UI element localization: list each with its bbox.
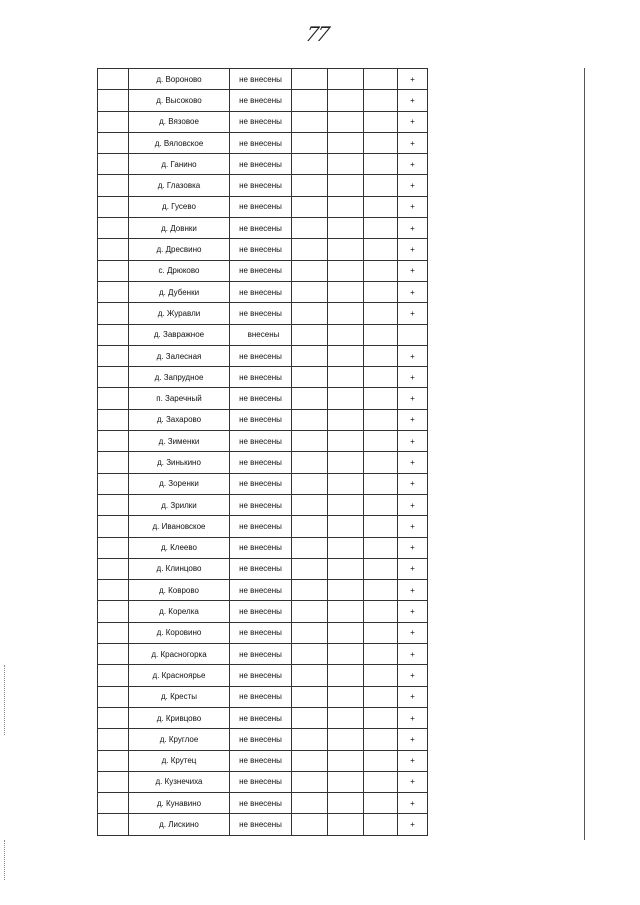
table-row bbox=[98, 707, 428, 728]
table-row bbox=[98, 409, 428, 430]
settlement-name-cell: д. Зинькино bbox=[129, 452, 230, 473]
table-row bbox=[98, 324, 428, 345]
empty-cell bbox=[292, 580, 328, 601]
row-index-cell bbox=[98, 431, 129, 452]
settlement-name-cell: д. Кресты bbox=[129, 686, 230, 707]
row-index-cell bbox=[98, 324, 129, 345]
table-row bbox=[98, 69, 428, 90]
empty-cell bbox=[328, 473, 364, 494]
row-index-cell bbox=[98, 90, 129, 111]
empty-cell bbox=[328, 132, 364, 153]
row-index-cell bbox=[98, 388, 129, 409]
table-row bbox=[98, 494, 428, 515]
status-cell: не внесены bbox=[230, 196, 292, 217]
empty-cell bbox=[328, 686, 364, 707]
table-row bbox=[98, 111, 428, 132]
row-index-cell bbox=[98, 409, 129, 430]
empty-cell bbox=[364, 388, 398, 409]
empty-cell bbox=[364, 452, 398, 473]
settlement-name-cell: д. Ганино bbox=[129, 154, 230, 175]
settlement-name-cell: д. Зименки bbox=[129, 431, 230, 452]
mark-cell: + bbox=[398, 516, 428, 537]
empty-cell bbox=[292, 622, 328, 643]
table-row bbox=[98, 196, 428, 217]
table-row bbox=[98, 665, 428, 686]
row-index-cell bbox=[98, 793, 129, 814]
status-cell: не внесены bbox=[230, 303, 292, 324]
empty-cell bbox=[292, 537, 328, 558]
empty-cell bbox=[364, 601, 398, 622]
row-index-cell bbox=[98, 601, 129, 622]
table-row bbox=[98, 750, 428, 771]
settlement-name-cell: д. Красногорка bbox=[129, 644, 230, 665]
table-row bbox=[98, 367, 428, 388]
row-index-cell bbox=[98, 281, 129, 302]
empty-cell bbox=[328, 665, 364, 686]
status-cell: не внесены bbox=[230, 473, 292, 494]
empty-cell bbox=[364, 324, 398, 345]
empty-cell bbox=[292, 473, 328, 494]
settlement-name-cell: д. Журавли bbox=[129, 303, 230, 324]
mark-cell: + bbox=[398, 388, 428, 409]
empty-cell bbox=[364, 154, 398, 175]
status-cell: не внесены bbox=[230, 707, 292, 728]
empty-cell bbox=[292, 218, 328, 239]
empty-cell bbox=[364, 558, 398, 579]
table-row bbox=[98, 814, 428, 835]
empty-cell bbox=[292, 516, 328, 537]
empty-cell bbox=[364, 303, 398, 324]
status-cell: не внесены bbox=[230, 686, 292, 707]
table-row bbox=[98, 260, 428, 281]
row-index-cell bbox=[98, 239, 129, 260]
settlement-name-cell: д. Коврово bbox=[129, 580, 230, 601]
row-index-cell bbox=[98, 729, 129, 750]
empty-cell bbox=[292, 367, 328, 388]
empty-cell bbox=[364, 494, 398, 515]
table-row bbox=[98, 473, 428, 494]
row-index-cell bbox=[98, 367, 129, 388]
settlement-name-cell: д. Зрилки bbox=[129, 494, 230, 515]
empty-cell bbox=[328, 281, 364, 302]
empty-cell bbox=[328, 239, 364, 260]
status-cell: не внесены bbox=[230, 622, 292, 643]
row-index-cell bbox=[98, 111, 129, 132]
table-row bbox=[98, 431, 428, 452]
table-row bbox=[98, 644, 428, 665]
table-row bbox=[98, 175, 428, 196]
right-border-line bbox=[584, 68, 585, 840]
status-cell: не внесены bbox=[230, 601, 292, 622]
status-cell: не внесены bbox=[230, 665, 292, 686]
settlement-name-cell: д. Захарово bbox=[129, 409, 230, 430]
table-row bbox=[98, 537, 428, 558]
settlement-name-cell: д. Довнки bbox=[129, 218, 230, 239]
empty-cell bbox=[292, 686, 328, 707]
mark-cell: + bbox=[398, 260, 428, 281]
empty-cell bbox=[328, 409, 364, 430]
empty-cell bbox=[292, 260, 328, 281]
empty-cell bbox=[328, 580, 364, 601]
status-cell: не внесены bbox=[230, 111, 292, 132]
settlement-name-cell: д. Ивановское bbox=[129, 516, 230, 537]
empty-cell bbox=[364, 793, 398, 814]
margin-scan-mark bbox=[4, 840, 6, 880]
empty-cell bbox=[292, 452, 328, 473]
mark-cell: + bbox=[398, 622, 428, 643]
empty-cell bbox=[292, 793, 328, 814]
settlement-name-cell: д. Дубенки bbox=[129, 281, 230, 302]
empty-cell bbox=[364, 580, 398, 601]
empty-cell bbox=[328, 750, 364, 771]
empty-cell bbox=[328, 324, 364, 345]
mark-cell: + bbox=[398, 494, 428, 515]
empty-cell bbox=[364, 814, 398, 835]
table-row bbox=[98, 516, 428, 537]
empty-cell bbox=[292, 750, 328, 771]
table-row bbox=[98, 132, 428, 153]
status-cell: не внесены bbox=[230, 388, 292, 409]
empty-cell bbox=[292, 729, 328, 750]
mark-cell: + bbox=[398, 345, 428, 366]
empty-cell bbox=[292, 69, 328, 90]
settlement-name-cell: д. Завражное bbox=[129, 324, 230, 345]
empty-cell bbox=[364, 473, 398, 494]
empty-cell bbox=[328, 793, 364, 814]
empty-cell bbox=[364, 686, 398, 707]
row-index-cell bbox=[98, 494, 129, 515]
row-index-cell bbox=[98, 473, 129, 494]
table-row bbox=[98, 622, 428, 643]
empty-cell bbox=[328, 260, 364, 281]
empty-cell bbox=[292, 644, 328, 665]
table-row bbox=[98, 218, 428, 239]
status-cell: не внесены bbox=[230, 580, 292, 601]
row-index-cell bbox=[98, 686, 129, 707]
empty-cell bbox=[328, 516, 364, 537]
settlement-name-cell: д. Запрудное bbox=[129, 367, 230, 388]
empty-cell bbox=[328, 537, 364, 558]
settlement-name-cell: д. Зоренки bbox=[129, 473, 230, 494]
status-cell: не внесены bbox=[230, 494, 292, 515]
mark-cell: + bbox=[398, 686, 428, 707]
row-index-cell bbox=[98, 154, 129, 175]
settlement-name-cell: д. Кривцово bbox=[129, 707, 230, 728]
row-index-cell bbox=[98, 665, 129, 686]
status-cell: не внесены bbox=[230, 218, 292, 239]
mark-cell: + bbox=[398, 814, 428, 835]
settlement-name-cell: д. Коровино bbox=[129, 622, 230, 643]
empty-cell bbox=[292, 558, 328, 579]
empty-cell bbox=[364, 175, 398, 196]
empty-cell bbox=[364, 90, 398, 111]
row-index-cell bbox=[98, 196, 129, 217]
empty-cell bbox=[292, 111, 328, 132]
empty-cell bbox=[364, 132, 398, 153]
empty-cell bbox=[328, 771, 364, 792]
status-cell: не внесены bbox=[230, 814, 292, 835]
mark-cell: + bbox=[398, 409, 428, 430]
empty-cell bbox=[292, 90, 328, 111]
settlement-name-cell: д. Глазовка bbox=[129, 175, 230, 196]
empty-cell bbox=[328, 154, 364, 175]
mark-cell: + bbox=[398, 729, 428, 750]
table-row bbox=[98, 558, 428, 579]
table-body bbox=[98, 69, 428, 836]
status-cell: не внесены bbox=[230, 516, 292, 537]
empty-cell bbox=[292, 345, 328, 366]
settlement-name-cell: д. Клинцово bbox=[129, 558, 230, 579]
empty-cell bbox=[364, 665, 398, 686]
row-index-cell bbox=[98, 260, 129, 281]
row-index-cell bbox=[98, 558, 129, 579]
mark-cell: + bbox=[398, 665, 428, 686]
table-row bbox=[98, 388, 428, 409]
empty-cell bbox=[292, 814, 328, 835]
settlement-name-cell: д. Крутец bbox=[129, 750, 230, 771]
table-row bbox=[98, 601, 428, 622]
empty-cell bbox=[328, 729, 364, 750]
empty-cell bbox=[328, 388, 364, 409]
empty-cell bbox=[328, 69, 364, 90]
empty-cell bbox=[328, 345, 364, 366]
settlement-name-cell: д. Залесная bbox=[129, 345, 230, 366]
table-row bbox=[98, 345, 428, 366]
row-index-cell bbox=[98, 452, 129, 473]
table-row bbox=[98, 90, 428, 111]
empty-cell bbox=[292, 707, 328, 728]
status-cell: не внесены bbox=[230, 90, 292, 111]
status-cell: не внесены bbox=[230, 175, 292, 196]
table-row bbox=[98, 239, 428, 260]
settlement-name-cell: д. Круглое bbox=[129, 729, 230, 750]
status-cell: не внесены bbox=[230, 239, 292, 260]
status-cell: не внесены bbox=[230, 537, 292, 558]
empty-cell bbox=[364, 367, 398, 388]
status-cell: не внесены bbox=[230, 260, 292, 281]
settlement-name-cell: д. Лискино bbox=[129, 814, 230, 835]
table-row bbox=[98, 452, 428, 473]
empty-cell bbox=[292, 175, 328, 196]
empty-cell bbox=[328, 303, 364, 324]
empty-cell bbox=[292, 494, 328, 515]
settlement-name-cell: д. Корелка bbox=[129, 601, 230, 622]
mark-cell: + bbox=[398, 771, 428, 792]
settlements-table bbox=[97, 68, 428, 836]
settlement-name-cell: п. Заречный bbox=[129, 388, 230, 409]
empty-cell bbox=[328, 601, 364, 622]
empty-cell bbox=[364, 111, 398, 132]
mark-cell: + bbox=[398, 473, 428, 494]
empty-cell bbox=[292, 771, 328, 792]
settlement-name-cell: д. Кузнечиха bbox=[129, 771, 230, 792]
settlement-name-cell: д. Красноярье bbox=[129, 665, 230, 686]
empty-cell bbox=[328, 367, 364, 388]
empty-cell bbox=[364, 409, 398, 430]
empty-cell bbox=[364, 644, 398, 665]
mark-cell: + bbox=[398, 601, 428, 622]
row-index-cell bbox=[98, 537, 129, 558]
empty-cell bbox=[292, 601, 328, 622]
mark-cell: + bbox=[398, 281, 428, 302]
row-index-cell bbox=[98, 750, 129, 771]
empty-cell bbox=[328, 707, 364, 728]
mark-cell: + bbox=[398, 452, 428, 473]
mark-cell: + bbox=[398, 196, 428, 217]
margin-scan-mark bbox=[4, 665, 6, 735]
status-cell: не внесены bbox=[230, 452, 292, 473]
mark-cell: + bbox=[398, 132, 428, 153]
empty-cell bbox=[292, 196, 328, 217]
mark-cell: + bbox=[398, 750, 428, 771]
settlement-name-cell: д. Дресвино bbox=[129, 239, 230, 260]
settlement-name-cell: д. Вязовое bbox=[129, 111, 230, 132]
empty-cell bbox=[328, 175, 364, 196]
row-index-cell bbox=[98, 771, 129, 792]
table-row bbox=[98, 281, 428, 302]
status-cell: не внесены bbox=[230, 69, 292, 90]
mark-cell: + bbox=[398, 793, 428, 814]
empty-cell bbox=[364, 260, 398, 281]
row-index-cell bbox=[98, 814, 129, 835]
table-row bbox=[98, 580, 428, 601]
empty-cell bbox=[364, 431, 398, 452]
page-number: 77 bbox=[303, 22, 331, 46]
status-cell: не внесены bbox=[230, 793, 292, 814]
empty-cell bbox=[328, 111, 364, 132]
table-row bbox=[98, 793, 428, 814]
table-row bbox=[98, 771, 428, 792]
row-index-cell bbox=[98, 707, 129, 728]
status-cell: не внесены bbox=[230, 771, 292, 792]
empty-cell bbox=[292, 409, 328, 430]
empty-cell bbox=[364, 537, 398, 558]
mark-cell: + bbox=[398, 367, 428, 388]
mark-cell: + bbox=[398, 644, 428, 665]
row-index-cell bbox=[98, 644, 129, 665]
row-index-cell bbox=[98, 69, 129, 90]
status-cell: не внесены bbox=[230, 367, 292, 388]
mark-cell bbox=[398, 324, 428, 345]
empty-cell bbox=[328, 90, 364, 111]
mark-cell: + bbox=[398, 239, 428, 260]
empty-cell bbox=[328, 431, 364, 452]
empty-cell bbox=[328, 644, 364, 665]
empty-cell bbox=[328, 622, 364, 643]
empty-cell bbox=[364, 516, 398, 537]
empty-cell bbox=[328, 452, 364, 473]
empty-cell bbox=[292, 324, 328, 345]
settlement-name-cell: д. Клеево bbox=[129, 537, 230, 558]
table-row bbox=[98, 154, 428, 175]
settlement-name-cell: д. Вяловское bbox=[129, 132, 230, 153]
empty-cell bbox=[292, 239, 328, 260]
empty-cell bbox=[292, 281, 328, 302]
status-cell: не внесены bbox=[230, 281, 292, 302]
empty-cell bbox=[364, 218, 398, 239]
table-row bbox=[98, 686, 428, 707]
settlement-name-cell: д. Гусево bbox=[129, 196, 230, 217]
mark-cell: + bbox=[398, 707, 428, 728]
row-index-cell bbox=[98, 218, 129, 239]
status-cell: не внесены bbox=[230, 154, 292, 175]
row-index-cell bbox=[98, 345, 129, 366]
empty-cell bbox=[328, 218, 364, 239]
mark-cell: + bbox=[398, 431, 428, 452]
status-cell: не внесены bbox=[230, 409, 292, 430]
empty-cell bbox=[328, 558, 364, 579]
mark-cell: + bbox=[398, 303, 428, 324]
empty-cell bbox=[328, 196, 364, 217]
status-cell: не внесены bbox=[230, 750, 292, 771]
mark-cell: + bbox=[398, 90, 428, 111]
row-index-cell bbox=[98, 303, 129, 324]
row-index-cell bbox=[98, 132, 129, 153]
row-index-cell bbox=[98, 580, 129, 601]
row-index-cell bbox=[98, 516, 129, 537]
empty-cell bbox=[292, 431, 328, 452]
mark-cell: + bbox=[398, 537, 428, 558]
empty-cell bbox=[364, 750, 398, 771]
table-row bbox=[98, 729, 428, 750]
status-cell: не внесены bbox=[230, 431, 292, 452]
mark-cell: + bbox=[398, 111, 428, 132]
status-cell: не внесены bbox=[230, 132, 292, 153]
empty-cell bbox=[364, 729, 398, 750]
empty-cell bbox=[292, 665, 328, 686]
empty-cell bbox=[292, 132, 328, 153]
empty-cell bbox=[364, 196, 398, 217]
mark-cell: + bbox=[398, 175, 428, 196]
empty-cell bbox=[364, 239, 398, 260]
mark-cell: + bbox=[398, 69, 428, 90]
table-row bbox=[98, 303, 428, 324]
empty-cell bbox=[364, 707, 398, 728]
mark-cell: + bbox=[398, 154, 428, 175]
empty-cell bbox=[364, 281, 398, 302]
row-index-cell bbox=[98, 175, 129, 196]
settlement-name-cell: д. Вороново bbox=[129, 69, 230, 90]
settlement-name-cell: д. Высоково bbox=[129, 90, 230, 111]
status-cell: не внесены bbox=[230, 729, 292, 750]
status-cell: не внесены bbox=[230, 345, 292, 366]
empty-cell bbox=[328, 494, 364, 515]
empty-cell bbox=[364, 771, 398, 792]
mark-cell: + bbox=[398, 558, 428, 579]
settlement-name-cell: с. Дрюково bbox=[129, 260, 230, 281]
status-cell: не внесены bbox=[230, 558, 292, 579]
empty-cell bbox=[292, 154, 328, 175]
row-index-cell bbox=[98, 622, 129, 643]
settlement-name-cell: д. Кунавино bbox=[129, 793, 230, 814]
empty-cell bbox=[364, 69, 398, 90]
empty-cell bbox=[292, 303, 328, 324]
empty-cell bbox=[364, 622, 398, 643]
empty-cell bbox=[364, 345, 398, 366]
empty-cell bbox=[328, 814, 364, 835]
empty-cell bbox=[292, 388, 328, 409]
mark-cell: + bbox=[398, 218, 428, 239]
mark-cell: + bbox=[398, 580, 428, 601]
status-cell: внесены bbox=[230, 324, 292, 345]
status-cell: не внесены bbox=[230, 644, 292, 665]
